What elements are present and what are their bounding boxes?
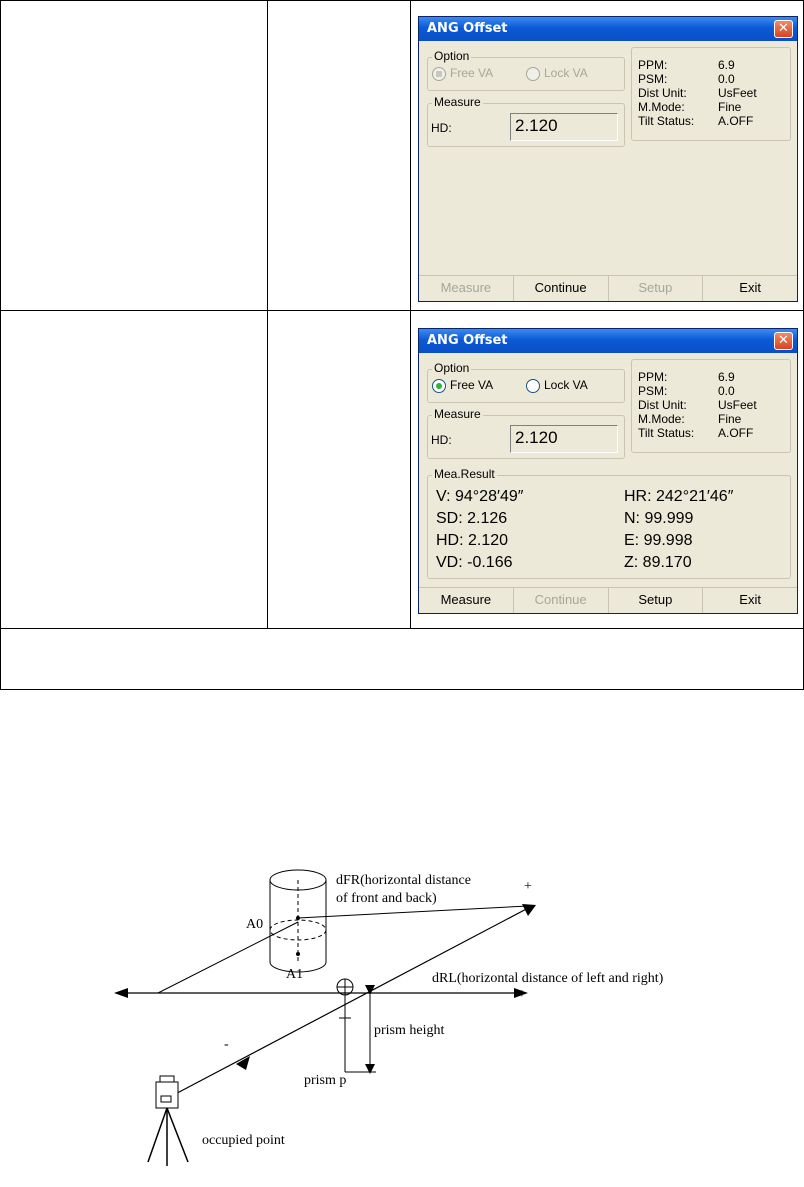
tilt-status-value: A.OFF: [718, 114, 754, 128]
dfr-label: of front and back): [336, 891, 437, 906]
occupied-point-label: occupied point: [202, 1133, 285, 1148]
result-group: [427, 467, 791, 579]
measure-label: Measure: [434, 407, 481, 421]
drl-label: dRL(horizontal distance of left and right): [432, 971, 664, 986]
info-panel: [631, 47, 791, 141]
free-va-radio[interactable]: [432, 67, 446, 81]
z-readout: Z: 89.170: [624, 554, 692, 571]
a0-label: A0: [246, 917, 264, 932]
m-mode-value: Fine: [718, 412, 742, 426]
measure-label: Measure: [434, 95, 481, 109]
tilt-status-value: A.OFF: [718, 426, 754, 440]
free-va-label: Free VA: [450, 378, 494, 392]
ppm-value: 6.9: [718, 370, 735, 384]
continue-button[interactable]: Continue: [514, 588, 609, 613]
window-title: ANG Offset: [427, 333, 508, 348]
info-panel: [631, 359, 791, 453]
ang-offset-window-initial: [418, 16, 798, 302]
hr-readout: HR: 242°21′46″: [624, 488, 734, 505]
ang-offset-window-result: [418, 328, 798, 614]
front-line: [298, 906, 528, 918]
dfr-label: dFR(horizontal distance: [336, 873, 471, 888]
hd-field[interactable]: 2.120: [510, 425, 618, 453]
lock-va-radio[interactable]: [526, 379, 540, 393]
button-bar: [419, 275, 797, 301]
close-icon[interactable]: ✕: [774, 20, 793, 38]
left-arrow-icon: [114, 988, 128, 998]
plus-right-label: +: [518, 987, 526, 1002]
tilt-status-label: Tilt Status:: [638, 426, 695, 440]
title-bar: [419, 17, 797, 41]
m-mode-value: Fine: [718, 100, 742, 114]
hd-field[interactable]: 2.120: [510, 113, 618, 141]
table-divider: [1, 310, 803, 311]
sd-readout: SD: 2.126: [436, 510, 508, 527]
option-label: Option: [434, 361, 470, 375]
exit-button[interactable]: Exit: [703, 588, 797, 613]
free-va-label: Free VA: [450, 66, 494, 80]
psm-value: 0.0: [718, 72, 735, 86]
m-mode-label: M.Mode:: [638, 412, 685, 426]
close-icon[interactable]: ✕: [774, 332, 793, 350]
table-divider: [1, 628, 803, 629]
hd-label: HD:: [431, 121, 452, 135]
offset-diagram: [108, 850, 748, 1180]
setup-button[interactable]: Setup: [609, 588, 704, 613]
measure-group: [427, 407, 625, 459]
dist-unit-value: UsFeet: [718, 86, 757, 100]
psm-label: PSM:: [638, 384, 668, 398]
e-readout: E: 99.998: [624, 532, 693, 549]
dfr-axis: [164, 906, 532, 1100]
ppm-value: 6.9: [718, 58, 735, 72]
a0-line: [158, 922, 298, 993]
option-group: [427, 49, 625, 91]
vd-readout: VD: -0.166: [436, 554, 513, 571]
hd-label: HD:: [431, 433, 452, 447]
dist-unit-value: UsFeet: [718, 398, 757, 412]
continue-button[interactable]: Continue: [514, 276, 609, 301]
prism-height-label: prism height: [374, 1023, 445, 1038]
lock-va-radio[interactable]: [526, 67, 540, 81]
minus-label: -: [224, 1037, 229, 1052]
lock-va-label: Lock VA: [544, 66, 588, 80]
hd-readout: HD: 2.120: [436, 532, 509, 549]
measure-group: [427, 95, 625, 147]
lock-va-label: Lock VA: [544, 378, 588, 392]
window-title: ANG Offset: [427, 21, 508, 36]
title-bar: [419, 329, 797, 353]
ppm-label: PPM:: [638, 370, 668, 384]
psm-value: 0.0: [718, 384, 735, 398]
result-label: Mea.Result: [434, 467, 495, 481]
n-readout: N: 99.999: [624, 510, 694, 527]
a1-label: A1: [286, 967, 304, 982]
free-va-radio[interactable]: [432, 379, 446, 393]
v-readout: V: 94°28′49″: [436, 488, 524, 505]
tilt-status-label: Tilt Status:: [638, 114, 695, 128]
prism-p-label: prism p: [304, 1073, 347, 1088]
psm-label: PSM:: [638, 72, 668, 86]
table-divider: [267, 1, 268, 629]
table-divider: [410, 1, 411, 629]
exit-button[interactable]: Exit: [703, 276, 797, 301]
button-bar: [419, 587, 797, 613]
plus-front-label: +: [524, 879, 532, 894]
dist-unit-label: Dist Unit:: [638, 398, 687, 412]
instrument-icon: [156, 1082, 178, 1108]
option-label: Option: [434, 49, 470, 63]
measure-button[interactable]: Measure: [419, 588, 514, 613]
m-mode-label: M.Mode:: [638, 100, 685, 114]
setup-button[interactable]: Setup: [609, 276, 704, 301]
dist-unit-label: Dist Unit:: [638, 86, 687, 100]
option-group: [427, 361, 625, 403]
measure-button[interactable]: Measure: [419, 276, 514, 301]
ppm-label: PPM:: [638, 58, 668, 72]
